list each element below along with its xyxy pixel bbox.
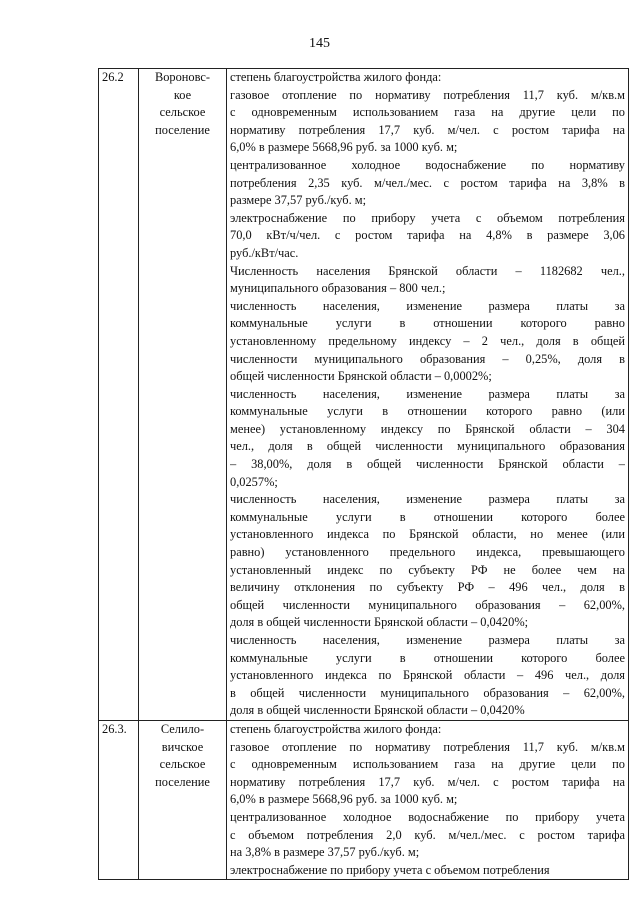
table-row (99, 720, 629, 879)
description-line: установленного индекса по Брянской области – 496 чел., доля (230, 668, 625, 683)
table-row (99, 69, 629, 721)
description-line: 70,0 кВт/ч/чел. с ростом тарифа на 4,8% в размере 3,06 (230, 228, 625, 243)
settlement-name-line: Вороновс- (154, 70, 211, 84)
description-cell (227, 720, 629, 879)
description-line: газовое отопление по нормативу потребления 11,7 куб. м/кв.м (230, 87, 625, 102)
description-line: доля в общей численности Брянской области – 0,0420%; (230, 615, 529, 630)
table-body (99, 69, 629, 880)
description-line: нормативу потребления 17,7 куб. м/чел. с ростом тарифа на (230, 122, 625, 137)
description-line: установленному предельному индексу – 2 чел., доля в общей (230, 333, 625, 348)
description-line: чел., доля в общей численности муниципального образования (230, 439, 625, 454)
description-cell (227, 69, 629, 721)
description-line: газовое отопление по нормативу потребления 11,7 куб. м/кв.м (230, 739, 625, 754)
description-line: численности муниципального образования – 0,25%, доля в (230, 351, 625, 366)
description-line: установленный индекс по субъекту РФ не более чем на (230, 562, 625, 577)
description-line: электроснабжение по прибору учета с объемом потребления (230, 210, 625, 225)
description-line: 0,0257%; (230, 474, 278, 489)
description-line: численность населения, изменение размера платы за (230, 633, 625, 647)
settlement-table (98, 68, 629, 880)
description-line: руб./кВт/час. (230, 245, 299, 260)
description-line: коммунальные услуги в отношении которого равно (или (230, 404, 625, 419)
description-line: степень благоустройства жилого фонда: (230, 70, 442, 84)
description-line: степень благоустройства жилого фонда: (230, 721, 442, 736)
settlement-name-line: кое (173, 87, 192, 102)
description-line: в общей численности муниципального образования – 62,00%, (230, 685, 625, 700)
description-line: – 38,00%, доля в общей численности Брянской области – (230, 457, 625, 472)
description-line: общей численности Брянской области – 0,0002%; (230, 369, 492, 384)
settlement-name-line: поселение (155, 122, 210, 137)
description-line: централизованное холодное водоснабжение по нормативу (230, 157, 625, 172)
settlement-name-line: поселение (155, 774, 210, 789)
description-line: с одновременным использованием газа на другие цели по (230, 105, 625, 120)
description-line: размере 37,57 руб./куб. м; (230, 193, 367, 208)
description-line: численность населения, изменение размера платы за (230, 386, 625, 401)
description-line: установленного индекса по Брянской области, но менее (или (230, 527, 625, 542)
description-line: нормативу потребления 17,7 куб. м/чел. с ростом тарифа на (230, 774, 625, 789)
settlement-name-line: сельское (159, 757, 206, 772)
description-line: равно) установленного предельного индекса, превышающего (230, 545, 625, 560)
settlement-name-line: вичское (161, 739, 204, 754)
settlement-name (139, 69, 227, 721)
description-line: муниципального образования – 800 чел.; (230, 281, 446, 296)
description-line: коммунальные услуги в отношении которого равно (230, 316, 625, 331)
description-line: величину отклонения по субъекту РФ – 496 чел., доля в (230, 580, 625, 595)
description-line: общей численности муниципального образования – 62,00%, (230, 597, 625, 612)
description-line: с одновременным использованием газа на другие цели по (230, 757, 625, 772)
settlement-name (139, 720, 227, 879)
settlement-name-line: Селило- (160, 721, 205, 736)
description-line: коммунальные услуги в отношении которого более (230, 509, 625, 524)
settlement-name-line: сельское (159, 105, 206, 120)
description-line: централизованное холодное водоснабжение по прибору учета (230, 809, 625, 824)
row-number: 26.2 (99, 69, 139, 721)
description-line: потребления 2,35 куб. м/чел./мес. с ростом тарифа на 3,8% в (230, 175, 625, 190)
description-line: с объемом потребления 2,0 куб. м/чел./мес. с ростом тарифа (230, 827, 625, 842)
row-number: 26.3. (99, 720, 139, 879)
description-line: 6,0% в размере 5668,96 руб. за 1000 куб. м; (230, 792, 458, 807)
description-line: 6,0% в размере 5668,96 руб. за 1000 куб. м; (230, 140, 458, 155)
description-line: электроснабжение по прибору учета с объемом потребления (230, 862, 550, 877)
description-line: на 3,8% в размере 37,57 руб./куб. м; (230, 845, 420, 860)
description-line: доля в общей численности Брянской области – 0,0420% (230, 703, 525, 718)
description-line: Численность населения Брянской области – 1182682 чел., (230, 263, 625, 278)
description-line: численность населения, изменение размера платы за (230, 492, 625, 507)
description-line: менее) установленному индексу по Брянской области – 304 (230, 421, 625, 436)
description-line: численность населения, изменение размера платы за (230, 298, 625, 313)
page-number: 145 (309, 36, 330, 51)
description-line: коммунальные услуги в отношении которого более (230, 650, 625, 665)
